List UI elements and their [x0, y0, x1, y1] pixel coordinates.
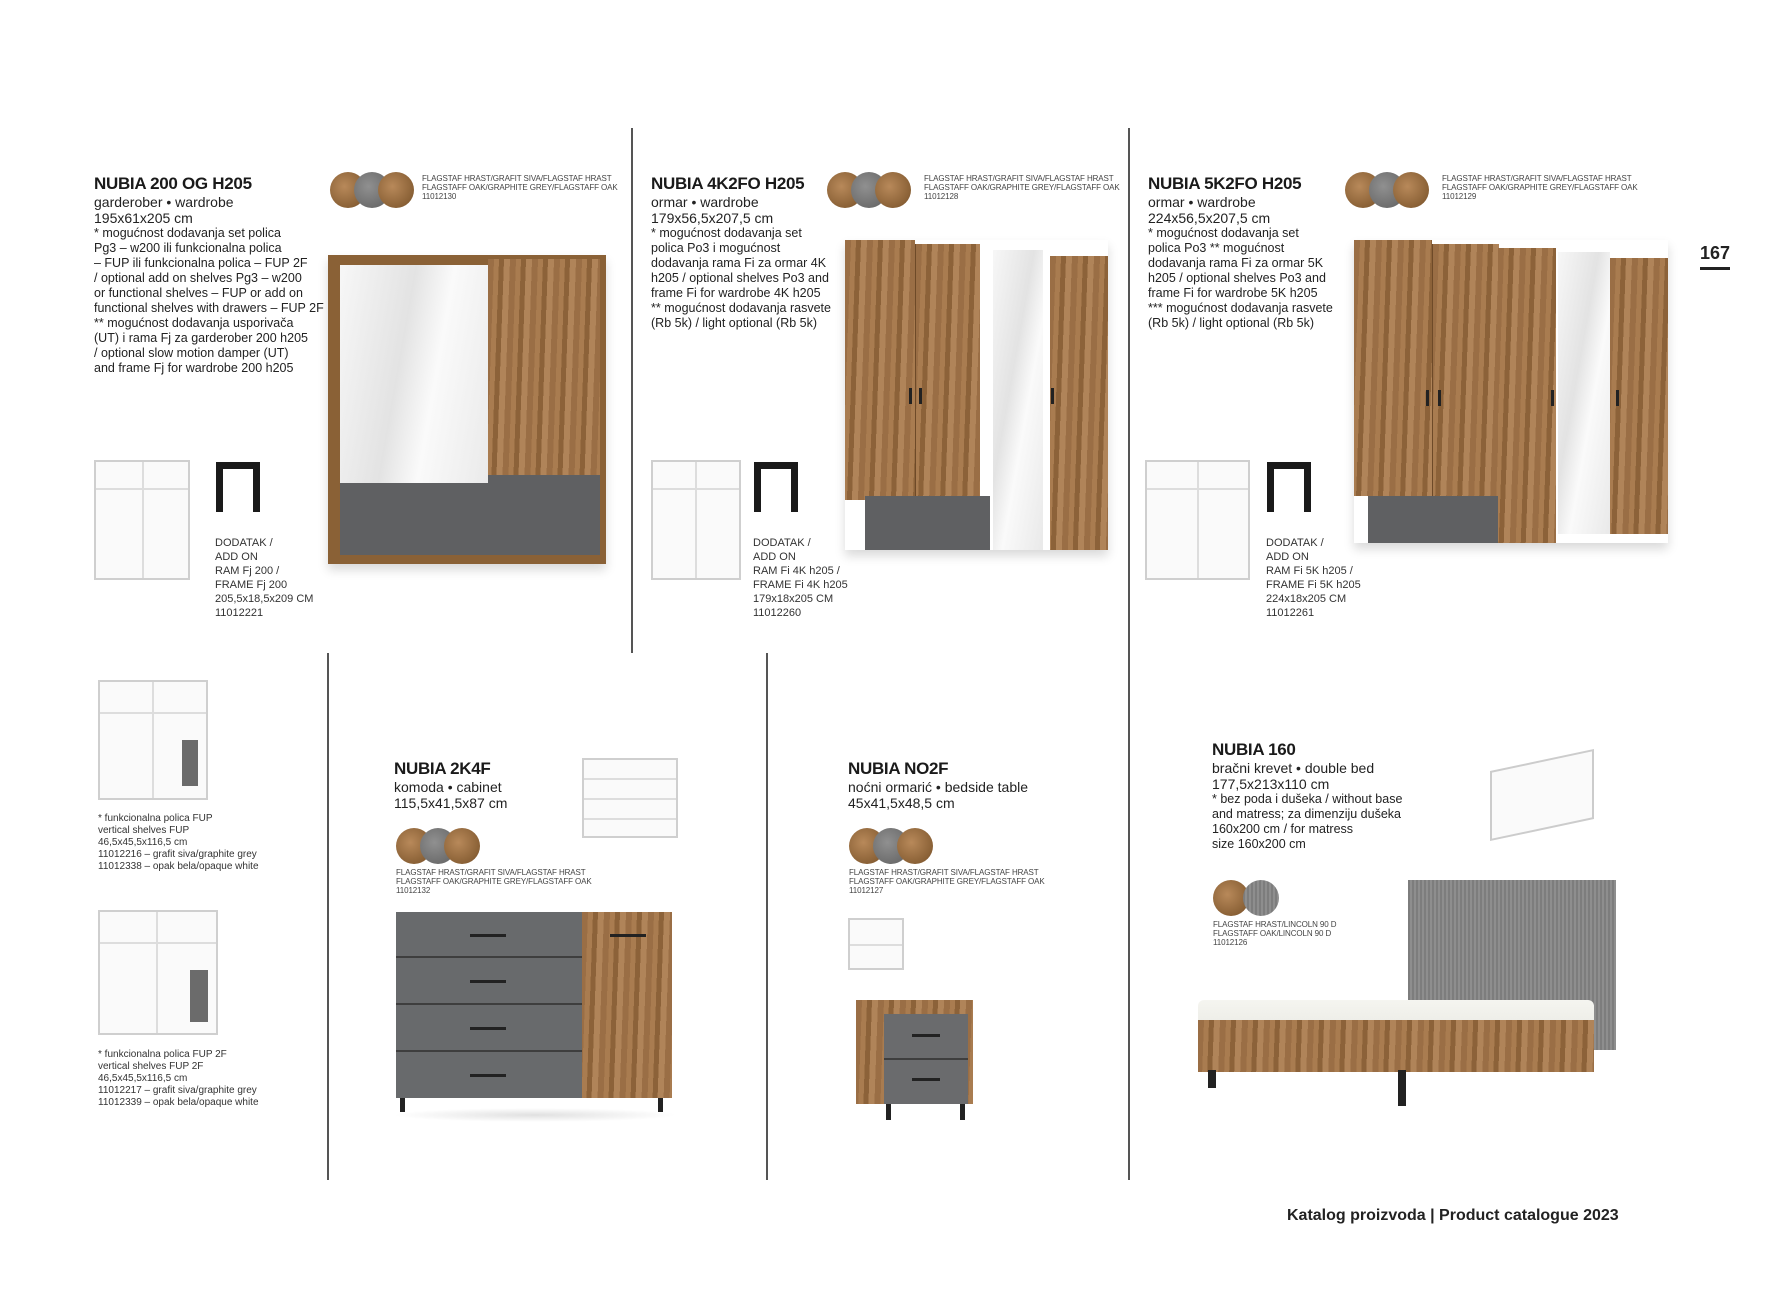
wardrobe-og200-image — [328, 255, 606, 564]
color-swatches — [396, 828, 486, 864]
product-type: komoda • cabinet — [394, 779, 502, 795]
fup2f-shelf-image — [98, 910, 218, 1035]
color-swatches — [827, 172, 917, 208]
product-dims: 45x41,5x48,5 cm — [848, 795, 955, 811]
addon-og200: DODATAK / ADD ON RAM Fj 200 / FRAME Fj 200 205,5x18,5x209 CM 11012221 — [215, 537, 314, 619]
color-swatches — [330, 172, 420, 208]
color-label: FLAGSTAF HRAST/GRAFIT SIVA/FLAGSTAF HRAST FLAGSTAFF OAK/GRAPHITE GREY/FLAGSTAFF OAK 11012130 — [422, 174, 618, 201]
frame-icon — [754, 462, 798, 512]
color-swatches — [1345, 172, 1435, 208]
frame-icon — [216, 462, 260, 512]
bed-image — [1198, 880, 1616, 1140]
wardrobe-4k2fo-image — [845, 240, 1108, 550]
divider-top-2 — [1128, 128, 1130, 1180]
cabinet-image — [396, 912, 672, 1122]
product-notes: * mogućnost dodavanja set polica Pg3 – w200 ili funkcionalna polica – FUP ili funkcionalna polica – FUP 2F / optional add on shelves Pg3 – w200 or functional shelves – FUP or add on functional shelves with drawers – FUP 2F ** mogućnost dodavanja usporivača (UT) i rama Fj za garderober 200 h205 / optional slow motion damper (UT) and frame Fj for wardrobe 200 h205 — [94, 226, 324, 375]
shelf-sketch-4k — [651, 460, 741, 580]
product-notes: * mogućnost dodavanja set polica Po3 ** mogućnost dodavanja rama Fi za ormar 5K h205 / optional shelves Po3 and frame Fi for wardrobe 5K h205 *** mogućnost dodavanja rasvete (Rb 5k) / light optional (Rb 5k) — [1148, 226, 1333, 330]
product-bed — [1212, 740, 1452, 852]
shelf-sketch-og200 — [94, 460, 190, 580]
product-dims: 224x56,5x207,5 cm — [1148, 210, 1271, 226]
product-dims: 177,5x213x110 cm — [1212, 776, 1330, 792]
product-title: NUBIA 4K2FO H205 — [651, 174, 805, 193]
color-label: FLAGSTAF HRAST/LINCOLN 90 D FLAGSTAFF OAK/LINCOLN 90 D 11012126 — [1213, 920, 1337, 947]
addon-5k: DODATAK / ADD ON RAM Fi 5K h205 / FRAME Fi 5K h205 224x18x205 CM 11012261 — [1266, 537, 1361, 619]
divider-top-1 — [631, 128, 633, 653]
fup-notes: * funkcionalna polica FUP vertical shelves FUP 46,5x45,5x116,5 cm 11012216 – grafit siva/graphite grey 11012338 – opak bela/opaque white — [98, 813, 259, 872]
color-label: FLAGSTAF HRAST/GRAFIT SIVA/FLAGSTAF HRAST FLAGSTAFF OAK/GRAPHITE GREY/FLAGSTAFF OAK 11012129 — [1442, 174, 1638, 201]
color-label: FLAGSTAF HRAST/GRAFIT SIVA/FLAGSTAF HRAST FLAGSTAFF OAK/GRAPHITE GREY/FLAGSTAFF OAK 11012127 — [849, 868, 1045, 895]
divider-bottom-1 — [327, 653, 329, 1180]
shelf-sketch-5k — [1145, 460, 1250, 580]
color-swatches — [849, 828, 939, 864]
fup2f-notes: * funkcionalna polica FUP 2F vertical shelves FUP 2F 46,5x45,5x116,5 cm 11012217 – grafit siva/graphite grey 11012339 – opak bela/opaque white — [98, 1049, 259, 1108]
wardrobe-5k2fo-image — [1354, 240, 1668, 543]
product-type: ormar • wardrobe — [651, 194, 759, 210]
product-og200 — [94, 174, 329, 376]
product-title: NUBIA 5K2FO H205 — [1148, 174, 1302, 193]
addon-4k: DODATAK / ADD ON RAM Fi 4K h205 / FRAME Fi 4K h205 179x18x205 CM 11012260 — [753, 537, 848, 619]
frame-icon — [1267, 462, 1311, 512]
product-notes: * mogućnost dodavanja set polica Po3 i mogućnost dodavanja rama Fi za ormar 4K h205 / optional shelves Po3 and frame Fi for wardrobe 4K h205 ** mogućnost dodavanja rasvete (Rb 5k) / light optional (Rb 5k) — [651, 226, 831, 330]
product-no2f — [848, 759, 1028, 811]
product-type: noćni ormarić • bedside table — [848, 779, 1028, 795]
product-dims: 179x56,5x207,5 cm — [651, 210, 774, 226]
product-title: NUBIA 160 — [1212, 740, 1296, 759]
bedside-sketch — [848, 918, 904, 970]
divider-bottom-2 — [766, 653, 768, 1180]
product-title: NUBIA 2K4F — [394, 759, 491, 778]
cabinet-sketch — [582, 758, 678, 838]
product-notes: * bez poda i dušeka / without base and matress; za dimenziju dušeka 160x200 cm / for matress size 160x200 cm — [1212, 792, 1403, 851]
footer: Katalog proizvoda | Product catalogue 2023 — [1287, 1207, 1619, 1224]
product-type: bračni krevet • double bed — [1212, 760, 1375, 776]
fup-shelf-image — [98, 680, 208, 800]
product-4k2fo — [651, 174, 851, 331]
product-dims: 195x61x205 cm — [94, 210, 193, 226]
product-type: ormar • wardrobe — [1148, 194, 1256, 210]
bed-sketch — [1490, 749, 1594, 841]
product-title: NUBIA 200 OG H205 — [94, 174, 252, 193]
color-label: FLAGSTAF HRAST/GRAFIT SIVA/FLAGSTAF HRAST FLAGSTAFF OAK/GRAPHITE GREY/FLAGSTAFF OAK 11012132 — [396, 868, 592, 895]
page-number: 167 — [1700, 243, 1730, 270]
product-type: garderober • wardrobe — [94, 194, 234, 210]
product-2k4f — [394, 759, 507, 811]
product-dims: 115,5x41,5x87 cm — [394, 795, 508, 811]
product-5k2fo — [1148, 174, 1348, 331]
bedside-table-image — [856, 1000, 973, 1122]
color-label: FLAGSTAF HRAST/GRAFIT SIVA/FLAGSTAF HRAST FLAGSTAFF OAK/GRAPHITE GREY/FLAGSTAFF OAK 11012128 — [924, 174, 1120, 201]
product-title: NUBIA NO2F — [848, 759, 949, 778]
